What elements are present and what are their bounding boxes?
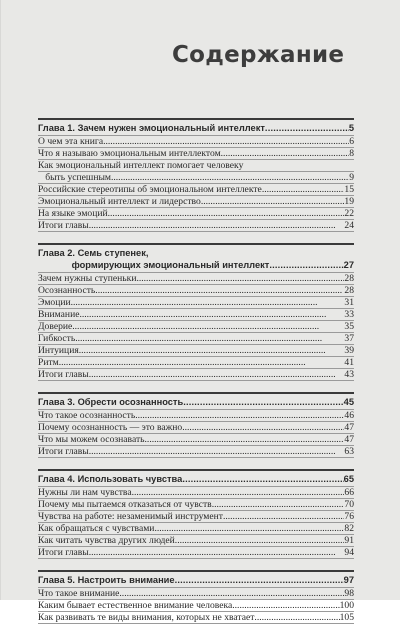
toc-entry (38, 612, 354, 623)
page-number: 31 (344, 297, 354, 308)
dot-leader (132, 487, 345, 498)
toc-entry (38, 172, 354, 183)
entry-title: Почему осознанность — это важно (38, 422, 183, 433)
dot-leader (89, 220, 345, 231)
chapter-heading (38, 473, 354, 485)
chapter-heading (38, 122, 354, 134)
page-number: 47 (344, 422, 354, 433)
toc-entry (38, 588, 354, 599)
chapter-heading (38, 574, 354, 586)
chapter-rule (38, 392, 354, 394)
entry-title: Российские стереотипы об эмоциональном интеллекте (38, 184, 262, 195)
dot-leader (182, 422, 344, 433)
entry-title: Глава 2. Семь ступенек, (38, 248, 149, 258)
toc-chapter (38, 392, 354, 458)
chapter-title-line (38, 473, 354, 485)
toc-chapter (38, 243, 354, 381)
chapter-title-line (38, 396, 354, 408)
entry-title: Итоги главы (38, 369, 89, 380)
table-of-contents (38, 118, 354, 624)
chapter-heading (38, 247, 354, 271)
dot-leader (154, 523, 344, 534)
page-number: 70 (344, 499, 354, 510)
toc-entry (38, 410, 354, 421)
dot-leader (145, 434, 345, 445)
page-number: 6 (349, 136, 354, 147)
entry-title: Что я называю эмоциональным интеллектом (38, 148, 221, 159)
dot-leader (175, 574, 344, 586)
entry-title: Внимание (38, 309, 80, 320)
toc-entry (38, 136, 354, 147)
dot-leader (71, 297, 345, 308)
page-number: 28 (344, 285, 354, 296)
page-number: 63 (344, 446, 354, 457)
page-number: 41 (344, 357, 354, 368)
row-divider (38, 231, 354, 232)
chapter-title-line (38, 259, 354, 271)
page-number: 28 (344, 273, 354, 284)
dot-leader (183, 396, 343, 408)
dot-leader (269, 259, 343, 271)
dot-leader (254, 612, 339, 623)
page-number: 98 (344, 588, 354, 599)
dot-leader (175, 535, 345, 546)
toc-entry (38, 434, 354, 445)
page-number: 65 (343, 474, 354, 484)
dot-leader (265, 122, 349, 134)
chapter-heading (38, 396, 354, 408)
dot-leader (212, 499, 345, 510)
toc-entry (38, 309, 354, 320)
entry-title: Глава 3. Обрести осознанность (38, 397, 184, 407)
dot-leader (89, 369, 345, 380)
page-number: 46 (344, 410, 354, 421)
dot-leader (232, 600, 339, 611)
dot-leader (79, 345, 345, 356)
toc-entry (38, 148, 354, 159)
toc-entry (38, 487, 354, 498)
page-title: Содержание (172, 42, 345, 68)
entry-title: быть успешным (38, 172, 111, 183)
toc-chapter (38, 118, 354, 232)
page-number: 22 (344, 208, 354, 219)
row-divider (38, 380, 354, 381)
dot-leader (95, 285, 344, 296)
page-number: 91 (344, 535, 354, 546)
page-number: 37 (344, 333, 354, 344)
entry-title: формирующих эмоциональный интеллект (38, 260, 270, 270)
chapter-title-line (38, 574, 354, 586)
chapter-title-line (38, 247, 354, 259)
toc-entry (38, 446, 354, 457)
entry-title: Ритм (38, 357, 59, 368)
page-number: 43 (344, 369, 354, 380)
page-number: 45 (343, 397, 354, 407)
entry-title: Интуиция (38, 345, 79, 356)
page-number: 94 (344, 547, 354, 558)
dot-leader (135, 410, 344, 421)
toc-entry (38, 511, 354, 522)
toc-entry (38, 184, 354, 195)
toc-chapter (38, 469, 354, 559)
chapter-rule (38, 243, 354, 245)
dot-leader (72, 321, 344, 332)
dot-leader (136, 273, 344, 284)
chapter-title-line (38, 122, 354, 134)
dot-leader (59, 357, 345, 368)
entry-title: Что такое внимание (38, 588, 120, 599)
page-number: 66 (344, 487, 354, 498)
entry-title: Что такое осознанность (38, 410, 136, 421)
entry-title: Чувства на работе: незаменимый инструмент (38, 511, 223, 522)
toc-chapter (38, 570, 354, 624)
entry-title: Каким бывает естественное внимание человека (38, 600, 233, 611)
page-number: 15 (344, 184, 354, 195)
entry-title: На языке эмоций (38, 208, 108, 219)
dot-leader (89, 547, 345, 558)
entry-title: Итоги главы (38, 446, 89, 457)
toc-entry (38, 499, 354, 510)
toc-entry (38, 523, 354, 534)
page-number: 76 (344, 511, 354, 522)
entry-title: Зачем нужны ступеньки (38, 273, 137, 284)
toc-entry (38, 208, 354, 219)
dot-leader (108, 208, 345, 219)
toc-entry (38, 333, 354, 344)
dot-leader (79, 309, 344, 320)
dot-leader (262, 184, 345, 195)
entry-title: Итоги главы (38, 220, 89, 231)
page-number: 8 (349, 148, 354, 159)
page-number: 47 (344, 434, 354, 445)
dot-leader (75, 333, 344, 344)
page-number: 19 (344, 196, 354, 207)
page-number: 39 (344, 345, 354, 356)
page-number: 9 (349, 172, 354, 183)
toc-entry (38, 345, 354, 356)
chapter-rule (38, 570, 354, 572)
entry-title: Что мы можем осознавать (38, 434, 145, 445)
dot-leader (103, 136, 349, 147)
page-number: 24 (344, 220, 354, 231)
toc-entry (38, 220, 354, 231)
toc-entry (38, 297, 354, 308)
page-number: 100 (339, 600, 354, 611)
entry-title: Итоги главы (38, 547, 89, 558)
page-number: 97 (343, 575, 354, 585)
chapter-rule (38, 469, 354, 471)
dot-leader (221, 148, 350, 159)
entry-title: Глава 5. Настроить внимание (38, 575, 175, 585)
entry-title: Как читать чувства других людей (38, 535, 175, 546)
toc-entry (38, 285, 354, 296)
toc-entry (38, 369, 354, 380)
entry-title: Глава 4. Использовать чувства (38, 474, 183, 484)
toc-entry (38, 422, 354, 433)
entry-title: Эмоции (38, 297, 71, 308)
dot-leader (182, 473, 343, 485)
toc-entry (38, 273, 354, 284)
page-number: 33 (344, 309, 354, 320)
entry-title: Эмоциональный интеллект и лидерство (38, 196, 201, 207)
toc-entry (38, 321, 354, 332)
toc-entry (38, 547, 354, 558)
dot-leader (223, 511, 344, 522)
entry-title: Нужны ли нам чувства (38, 487, 132, 498)
toc-entry (38, 160, 354, 171)
row-divider (38, 457, 354, 458)
page-number: 105 (339, 612, 354, 623)
dot-leader (201, 196, 345, 207)
entry-title: Осознанность (38, 285, 96, 296)
entry-title: Глава 1. Зачем нужен эмоциональный интеллект (38, 123, 265, 133)
dot-leader (111, 172, 349, 183)
toc-entry (38, 600, 354, 611)
dot-leader (89, 446, 345, 457)
page-number: 82 (344, 523, 354, 534)
page-number: 35 (344, 321, 354, 332)
page-number: 5 (348, 123, 354, 133)
dot-leader (119, 588, 344, 599)
entry-title: Доверие (38, 321, 73, 332)
entry-title: Как развивать те виды внимания, которых не хватает (38, 612, 255, 623)
row-divider (38, 558, 354, 559)
entry-title: Как эмоциональный интеллект помогает человеку (38, 160, 244, 171)
entry-title: Почему мы пытаемся отказаться от чувств (38, 499, 212, 510)
entry-title: О чем эта книга (38, 136, 104, 147)
toc-entry (38, 535, 354, 546)
toc-entry (38, 357, 354, 368)
page-number: 27 (343, 260, 354, 270)
chapter-rule (38, 118, 354, 120)
entry-title: Гибкость (38, 333, 76, 344)
entry-title: Как обращаться с чувствами (38, 523, 155, 534)
toc-entry (38, 196, 354, 207)
